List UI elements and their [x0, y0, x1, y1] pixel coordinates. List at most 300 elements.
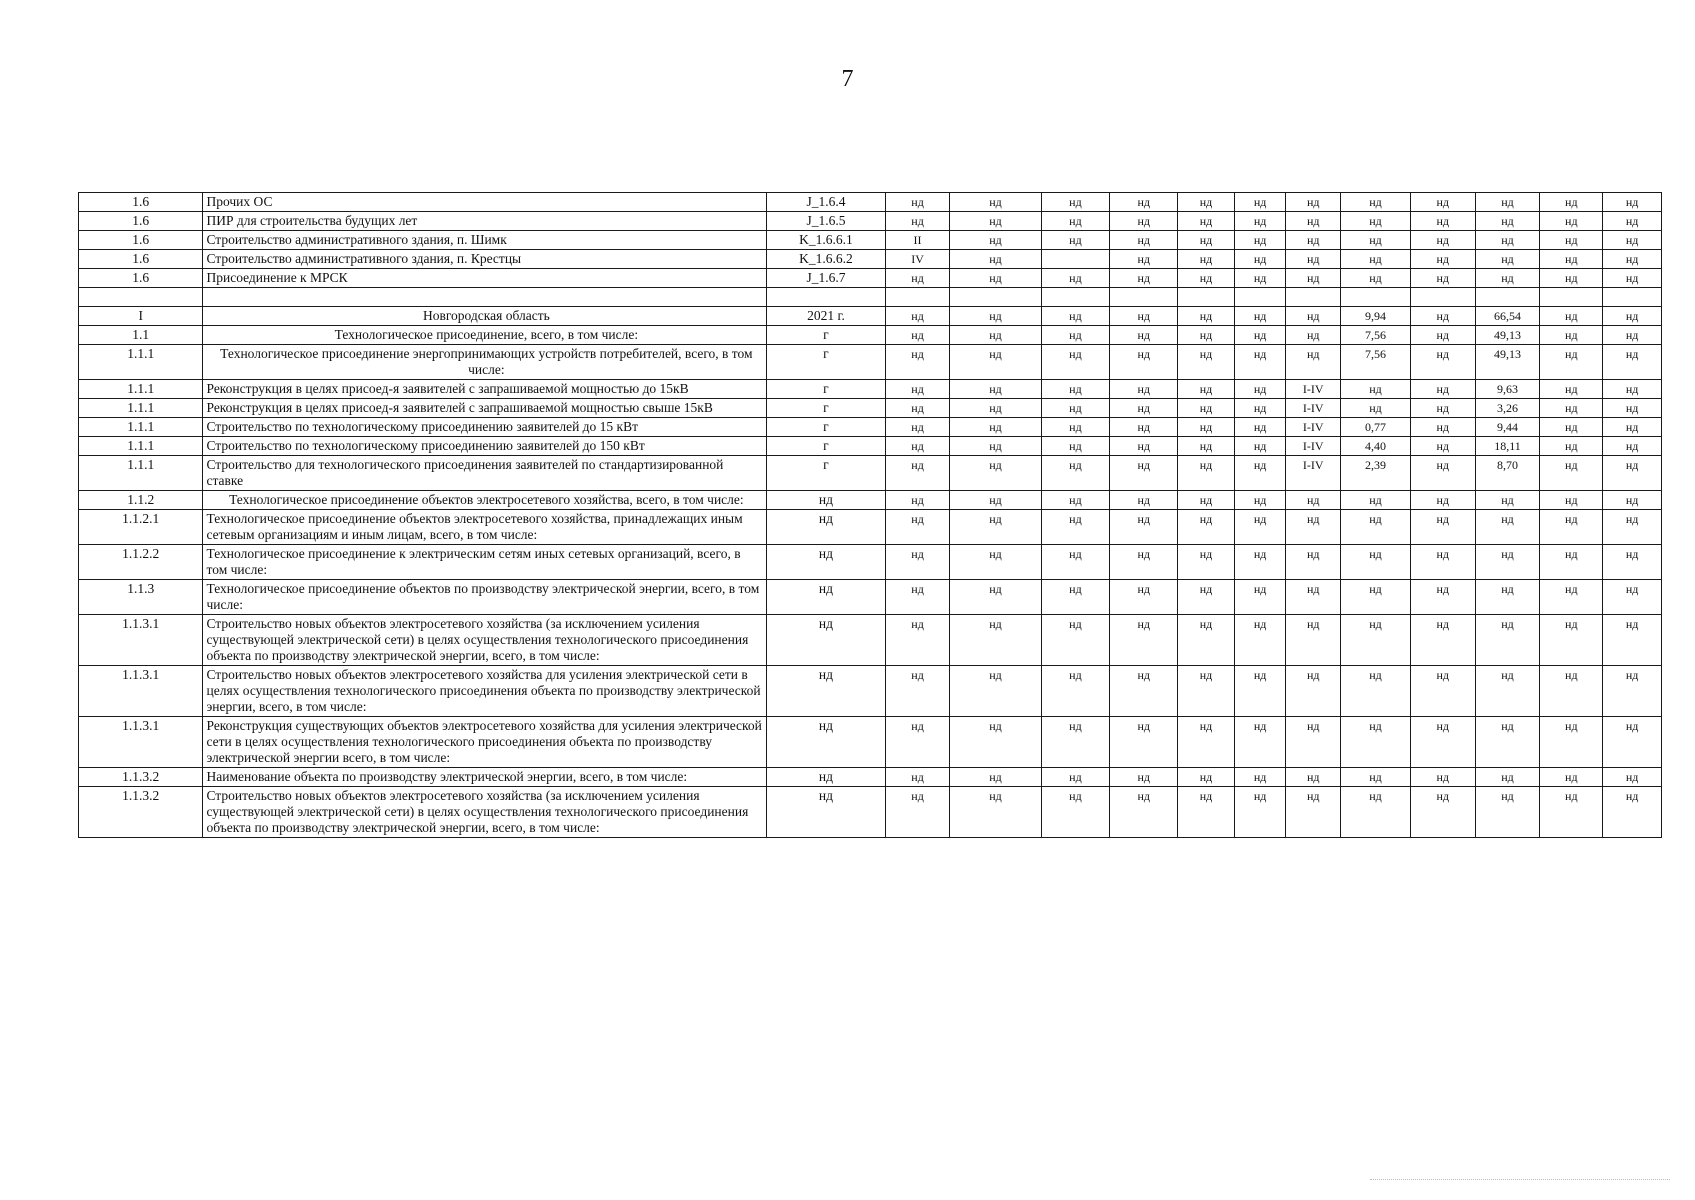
- value-cell: нд: [1540, 717, 1603, 768]
- row-name-cell: Технологическое присоединение объектов по производству электрической энергии, всего, в том числе:: [203, 580, 767, 615]
- row-code-cell: г: [767, 418, 885, 437]
- value-cell: I-IV: [1286, 437, 1341, 456]
- value-cell: нд: [1234, 231, 1286, 250]
- value-cell: нд: [1410, 380, 1475, 399]
- value-cell: I-IV: [1286, 399, 1341, 418]
- value-cell: нд: [1410, 510, 1475, 545]
- row-code-cell: г: [767, 456, 885, 491]
- row-code-cell: г: [767, 380, 885, 399]
- row-code-cell: J_1.6.7: [767, 269, 885, 288]
- value-cell: нд: [1475, 717, 1540, 768]
- value-cell: нд: [885, 307, 950, 326]
- value-cell: нд: [1110, 545, 1178, 580]
- value-cell: нд: [1341, 545, 1411, 580]
- value-cell: нд: [1475, 212, 1540, 231]
- value-cell: нд: [1540, 250, 1603, 269]
- row-name-cell: Строительство новых объектов электросетевого хозяйства для усиления электрической сети в целях осуществления технологического присоединения объекта по производству электрической энергии, всего, в том числе:: [203, 666, 767, 717]
- value-cell: нд: [1286, 326, 1341, 345]
- value-cell: нд: [885, 768, 950, 787]
- value-cell: нд: [1234, 250, 1286, 269]
- value-cell: нд: [950, 491, 1041, 510]
- row-code-cell: нд: [767, 491, 885, 510]
- value-cell: нд: [1410, 193, 1475, 212]
- row-number-cell: 1.6: [79, 231, 203, 250]
- row-number-cell: 1.1.2: [79, 491, 203, 510]
- value-cell: нд: [1178, 666, 1235, 717]
- value-cell: нд: [1475, 250, 1540, 269]
- value-cell: нд: [885, 269, 950, 288]
- table-row: [79, 666, 1662, 717]
- value-cell: нд: [1286, 491, 1341, 510]
- value-cell: I-IV: [1286, 456, 1341, 491]
- value-cell: нд: [1234, 193, 1286, 212]
- value-cell: 49,13: [1475, 326, 1540, 345]
- value-cell: нд: [1603, 580, 1662, 615]
- row-code-cell: нд: [767, 510, 885, 545]
- page-number: 7: [841, 66, 854, 92]
- value-cell: 3,26: [1475, 399, 1540, 418]
- value-cell: нд: [1603, 717, 1662, 768]
- value-cell: нд: [1341, 380, 1411, 399]
- value-cell: нд: [885, 399, 950, 418]
- value-cell: нд: [1341, 491, 1411, 510]
- value-cell: нд: [1410, 717, 1475, 768]
- value-cell: нд: [1041, 456, 1110, 491]
- value-cell: нд: [1178, 510, 1235, 545]
- value-cell: нд: [1410, 269, 1475, 288]
- value-cell: нд: [1603, 250, 1662, 269]
- value-cell: 9,94: [1341, 307, 1411, 326]
- value-cell: нд: [1410, 326, 1475, 345]
- row-name-cell: Строительство для технологического присоединения заявителей по стандартизированной ставке: [203, 456, 767, 491]
- value-cell: нд: [1041, 307, 1110, 326]
- value-cell: [1341, 288, 1411, 307]
- value-cell: [1110, 288, 1178, 307]
- value-cell: нд: [950, 666, 1041, 717]
- row-number-cell: 1.1.1: [79, 345, 203, 380]
- row-number-cell: 1.1: [79, 326, 203, 345]
- value-cell: нд: [1410, 768, 1475, 787]
- value-cell: 2,39: [1341, 456, 1411, 491]
- table-row: [79, 491, 1662, 510]
- value-cell: [1475, 288, 1540, 307]
- value-cell: нд: [1603, 666, 1662, 717]
- value-cell: нд: [1178, 250, 1235, 269]
- value-cell: нд: [1475, 491, 1540, 510]
- value-cell: нд: [1178, 545, 1235, 580]
- value-cell: нд: [1041, 510, 1110, 545]
- value-cell: нд: [1110, 418, 1178, 437]
- value-cell: нд: [1178, 418, 1235, 437]
- table-row: [79, 787, 1662, 838]
- value-cell: нд: [950, 231, 1041, 250]
- row-code-cell: г: [767, 437, 885, 456]
- row-name-cell: Технологическое присоединение, всего, в том числе:: [203, 326, 767, 345]
- value-cell: нд: [1410, 437, 1475, 456]
- value-cell: нд: [1603, 345, 1662, 380]
- value-cell: нд: [885, 717, 950, 768]
- value-cell: нд: [1540, 666, 1603, 717]
- row-number-cell: 1.6: [79, 193, 203, 212]
- table-row: [79, 580, 1662, 615]
- value-cell: нд: [1234, 437, 1286, 456]
- value-cell: 9,44: [1475, 418, 1540, 437]
- value-cell: нд: [1540, 510, 1603, 545]
- value-cell: нд: [1475, 510, 1540, 545]
- row-number-cell: 1.1.3.1: [79, 717, 203, 768]
- scan-artifact-line: [1370, 1179, 1670, 1180]
- value-cell: нд: [1178, 491, 1235, 510]
- value-cell: нд: [1110, 491, 1178, 510]
- table-row: [79, 193, 1662, 212]
- row-number-cell: [79, 288, 203, 307]
- value-cell: нд: [1475, 768, 1540, 787]
- value-cell: нд: [1041, 212, 1110, 231]
- row-name-cell: Реконструкция в целях присоед-я заявителей с запрашиваемой мощностью до 15кВ: [203, 380, 767, 399]
- row-code-cell: J_1.6.5: [767, 212, 885, 231]
- value-cell: нд: [1475, 231, 1540, 250]
- value-cell: нд: [1341, 399, 1411, 418]
- table-row: [79, 418, 1662, 437]
- row-number-cell: 1.1.3: [79, 580, 203, 615]
- value-cell: нд: [1540, 491, 1603, 510]
- value-cell: 9,63: [1475, 380, 1540, 399]
- row-name-cell: Строительство новых объектов электросетевого хозяйства (за исключением усиления существующей электрической сети) в целях осуществления технологического присоединения объекта по производству электрической энергии, всего, в том числе:: [203, 787, 767, 838]
- value-cell: нд: [1286, 250, 1341, 269]
- value-cell: нд: [1178, 345, 1235, 380]
- value-cell: нд: [1041, 437, 1110, 456]
- value-cell: нд: [1341, 212, 1411, 231]
- value-cell: нд: [1540, 399, 1603, 418]
- value-cell: нд: [950, 193, 1041, 212]
- row-number-cell: 1.1.1: [79, 399, 203, 418]
- value-cell: нд: [1286, 510, 1341, 545]
- row-code-cell: [767, 288, 885, 307]
- value-cell: нд: [1041, 545, 1110, 580]
- row-name-cell: Реконструкция в целях присоед-я заявителей с запрашиваемой мощностью свыше 15кВ: [203, 399, 767, 418]
- row-name-cell: [203, 288, 767, 307]
- value-cell: 66,54: [1475, 307, 1540, 326]
- value-cell: нд: [1410, 250, 1475, 269]
- value-cell: нд: [1341, 580, 1411, 615]
- value-cell: нд: [1178, 307, 1235, 326]
- value-cell: нд: [950, 326, 1041, 345]
- value-cell: нд: [1540, 307, 1603, 326]
- value-cell: нд: [1234, 510, 1286, 545]
- value-cell: нд: [950, 345, 1041, 380]
- value-cell: нд: [885, 456, 950, 491]
- value-cell: [1234, 288, 1286, 307]
- row-number-cell: 1.1.3.1: [79, 615, 203, 666]
- value-cell: нд: [885, 326, 950, 345]
- value-cell: нд: [885, 545, 950, 580]
- value-cell: нд: [1178, 787, 1235, 838]
- row-number-cell: 1.1.3.2: [79, 768, 203, 787]
- row-code-cell: г: [767, 399, 885, 418]
- value-cell: нд: [1110, 615, 1178, 666]
- value-cell: нд: [885, 380, 950, 399]
- value-cell: нд: [1540, 269, 1603, 288]
- row-name-cell: Технологическое присоединение энергопринимающих устройств потребителей, всего, в том числе:: [203, 345, 767, 380]
- value-cell: нд: [1110, 231, 1178, 250]
- value-cell: нд: [1341, 269, 1411, 288]
- value-cell: нд: [1234, 787, 1286, 838]
- value-cell: нд: [1410, 399, 1475, 418]
- table-row: [79, 456, 1662, 491]
- value-cell: нд: [1041, 666, 1110, 717]
- value-cell: нд: [885, 491, 950, 510]
- value-cell: нд: [885, 418, 950, 437]
- row-name-cell: Строительство по технологическому присоединению заявителей до 15 кВт: [203, 418, 767, 437]
- value-cell: нд: [1286, 545, 1341, 580]
- value-cell: нд: [950, 545, 1041, 580]
- row-name-cell: Наименование объекта по производству электрической энергии, всего, в том числе:: [203, 768, 767, 787]
- value-cell: нд: [1178, 380, 1235, 399]
- value-cell: нд: [1110, 399, 1178, 418]
- value-cell: 7,56: [1341, 345, 1411, 380]
- value-cell: нд: [1110, 717, 1178, 768]
- value-cell: нд: [885, 437, 950, 456]
- value-cell: нд: [1110, 380, 1178, 399]
- value-cell: нд: [950, 307, 1041, 326]
- row-code-cell: J_1.6.4: [767, 193, 885, 212]
- table-row: [79, 326, 1662, 345]
- value-cell: нд: [950, 399, 1041, 418]
- value-cell: нд: [1234, 380, 1286, 399]
- value-cell: нд: [1286, 269, 1341, 288]
- value-cell: нд: [1110, 768, 1178, 787]
- value-cell: нд: [1286, 717, 1341, 768]
- investment-program-table: [78, 192, 1662, 838]
- value-cell: нд: [1540, 326, 1603, 345]
- value-cell: нд: [1341, 787, 1411, 838]
- value-cell: нд: [1234, 615, 1286, 666]
- value-cell: нд: [1286, 231, 1341, 250]
- value-cell: нд: [1286, 193, 1341, 212]
- value-cell: [1540, 288, 1603, 307]
- value-cell: [950, 288, 1041, 307]
- value-cell: нд: [1178, 231, 1235, 250]
- value-cell: 49,13: [1475, 345, 1540, 380]
- value-cell: нд: [1234, 666, 1286, 717]
- value-cell: нд: [1410, 418, 1475, 437]
- value-cell: [1178, 288, 1235, 307]
- value-cell: нд: [1178, 326, 1235, 345]
- value-cell: нд: [950, 250, 1041, 269]
- value-cell: нд: [1540, 787, 1603, 838]
- value-cell: 18,11: [1475, 437, 1540, 456]
- value-cell: нд: [950, 615, 1041, 666]
- value-cell: нд: [1341, 250, 1411, 269]
- value-cell: нд: [885, 193, 950, 212]
- row-name-cell: Технологическое присоединение к электрическим сетям иных сетевых организаций, всего, в том числе:: [203, 545, 767, 580]
- value-cell: нд: [1603, 231, 1662, 250]
- row-name-cell: Строительство по технологическому присоединению заявителей до 150 кВт: [203, 437, 767, 456]
- value-cell: нд: [1178, 437, 1235, 456]
- value-cell: нд: [1475, 615, 1540, 666]
- value-cell: нд: [1234, 418, 1286, 437]
- value-cell: нд: [1540, 345, 1603, 380]
- value-cell: нд: [1603, 399, 1662, 418]
- value-cell: нд: [1234, 399, 1286, 418]
- row-number-cell: I: [79, 307, 203, 326]
- value-cell: нд: [1234, 345, 1286, 380]
- value-cell: нд: [1110, 269, 1178, 288]
- value-cell: нд: [1286, 787, 1341, 838]
- value-cell: нд: [1178, 717, 1235, 768]
- table-row: [79, 380, 1662, 399]
- value-cell: нд: [1041, 326, 1110, 345]
- value-cell: нд: [1234, 307, 1286, 326]
- table-row: [79, 345, 1662, 380]
- row-code-cell: г: [767, 345, 885, 380]
- value-cell: нд: [1041, 615, 1110, 666]
- row-code-cell: K_1.6.6.1: [767, 231, 885, 250]
- value-cell: нд: [950, 717, 1041, 768]
- value-cell: нд: [1041, 380, 1110, 399]
- value-cell: нд: [885, 345, 950, 380]
- value-cell: нд: [1540, 212, 1603, 231]
- value-cell: нд: [1041, 580, 1110, 615]
- table-row: [79, 231, 1662, 250]
- table-row: [79, 768, 1662, 787]
- value-cell: нд: [1603, 307, 1662, 326]
- row-code-cell: нд: [767, 615, 885, 666]
- value-cell: нд: [1540, 231, 1603, 250]
- value-cell: нд: [1110, 193, 1178, 212]
- value-cell: нд: [1603, 437, 1662, 456]
- table-row: [79, 399, 1662, 418]
- value-cell: нд: [1286, 345, 1341, 380]
- value-cell: нд: [1178, 615, 1235, 666]
- row-number-cell: 1.1.1: [79, 456, 203, 491]
- value-cell: нд: [1540, 380, 1603, 399]
- table-row: [79, 545, 1662, 580]
- value-cell: нд: [950, 510, 1041, 545]
- row-code-cell: нд: [767, 787, 885, 838]
- value-cell: [1041, 288, 1110, 307]
- row-name-cell: Технологическое присоединение объектов электросетевого хозяйства, принадлежащих иным сетевым организациям и иным лицам, всего, в том числе:: [203, 510, 767, 545]
- value-cell: нд: [1041, 768, 1110, 787]
- value-cell: нд: [1341, 193, 1411, 212]
- value-cell: нд: [1178, 768, 1235, 787]
- row-name-cell: Прочих ОС: [203, 193, 767, 212]
- value-cell: нд: [1041, 193, 1110, 212]
- value-cell: нд: [950, 580, 1041, 615]
- value-cell: нд: [1110, 580, 1178, 615]
- value-cell: нд: [950, 212, 1041, 231]
- row-number-cell: 1.1.3.1: [79, 666, 203, 717]
- value-cell: нд: [1410, 231, 1475, 250]
- value-cell: нд: [1178, 399, 1235, 418]
- value-cell: нд: [1540, 545, 1603, 580]
- value-cell: нд: [1234, 580, 1286, 615]
- value-cell: нд: [1603, 212, 1662, 231]
- value-cell: нд: [1110, 212, 1178, 231]
- row-name-cell: ПИР для строительства будущих лет: [203, 212, 767, 231]
- row-code-cell: нд: [767, 768, 885, 787]
- value-cell: нд: [1041, 717, 1110, 768]
- value-cell: нд: [1234, 269, 1286, 288]
- value-cell: нд: [1286, 768, 1341, 787]
- value-cell: нд: [1341, 510, 1411, 545]
- value-cell: 0,77: [1341, 418, 1411, 437]
- value-cell: нд: [1110, 326, 1178, 345]
- row-name-cell: Новгородская область: [203, 307, 767, 326]
- value-cell: нд: [885, 615, 950, 666]
- value-cell: 8,70: [1475, 456, 1540, 491]
- value-cell: нд: [1540, 768, 1603, 787]
- row-code-cell: 2021 г.: [767, 307, 885, 326]
- table-row: [79, 269, 1662, 288]
- row-number-cell: 1.1.1: [79, 437, 203, 456]
- table-body: [79, 193, 1662, 838]
- table-row: [79, 250, 1662, 269]
- value-cell: нд: [1475, 580, 1540, 615]
- value-cell: нд: [1540, 456, 1603, 491]
- value-cell: нд: [1041, 269, 1110, 288]
- value-cell: нд: [1234, 326, 1286, 345]
- value-cell: нд: [1410, 491, 1475, 510]
- value-cell: нд: [1110, 250, 1178, 269]
- value-cell: нд: [1234, 717, 1286, 768]
- value-cell: [1286, 288, 1341, 307]
- row-name-cell: Строительство новых объектов электросетевого хозяйства (за исключением усиления существующей электрической сети) в целях осуществления технологического присоединения объекта по производству электрической энергии, всего, в том числе:: [203, 615, 767, 666]
- value-cell: нд: [1178, 193, 1235, 212]
- value-cell: нд: [1410, 545, 1475, 580]
- value-cell: нд: [1540, 580, 1603, 615]
- table-row: [79, 510, 1662, 545]
- table-row: [79, 288, 1662, 307]
- value-cell: нд: [885, 787, 950, 838]
- value-cell: нд: [1540, 615, 1603, 666]
- row-name-cell: Присоединение к МРСК: [203, 269, 767, 288]
- value-cell: нд: [1286, 666, 1341, 717]
- value-cell: нд: [1041, 345, 1110, 380]
- value-cell: нд: [1475, 666, 1540, 717]
- value-cell: нд: [1286, 212, 1341, 231]
- row-name-cell: Реконструкция существующих объектов электросетевого хозяйства для усиления электрической сети в целях осуществления технологического присоединения объекта по производству электрической энергии всего, в том числе:: [203, 717, 767, 768]
- value-cell: 4,40: [1341, 437, 1411, 456]
- value-cell: нд: [1603, 193, 1662, 212]
- row-code-cell: нд: [767, 545, 885, 580]
- value-cell: нд: [1475, 787, 1540, 838]
- row-number-cell: 1.6: [79, 212, 203, 231]
- value-cell: нд: [950, 768, 1041, 787]
- value-cell: нд: [1286, 615, 1341, 666]
- value-cell: нд: [1603, 768, 1662, 787]
- value-cell: нд: [1041, 418, 1110, 437]
- value-cell: нд: [1110, 437, 1178, 456]
- row-number-cell: 1.1.2.1: [79, 510, 203, 545]
- row-number-cell: 1.1.1: [79, 418, 203, 437]
- value-cell: нд: [885, 510, 950, 545]
- value-cell: нд: [1410, 787, 1475, 838]
- row-number-cell: 1.6: [79, 269, 203, 288]
- value-cell: нд: [1286, 580, 1341, 615]
- value-cell: [1603, 288, 1662, 307]
- row-number-cell: 1.6: [79, 250, 203, 269]
- row-name-cell: Строительство административного здания, п. Крестцы: [203, 250, 767, 269]
- row-code-cell: K_1.6.6.2: [767, 250, 885, 269]
- value-cell: [1041, 250, 1110, 269]
- value-cell: нд: [1475, 269, 1540, 288]
- value-cell: нд: [1341, 666, 1411, 717]
- value-cell: [1410, 288, 1475, 307]
- value-cell: нд: [1041, 787, 1110, 838]
- row-code-cell: нд: [767, 666, 885, 717]
- value-cell: нд: [1341, 717, 1411, 768]
